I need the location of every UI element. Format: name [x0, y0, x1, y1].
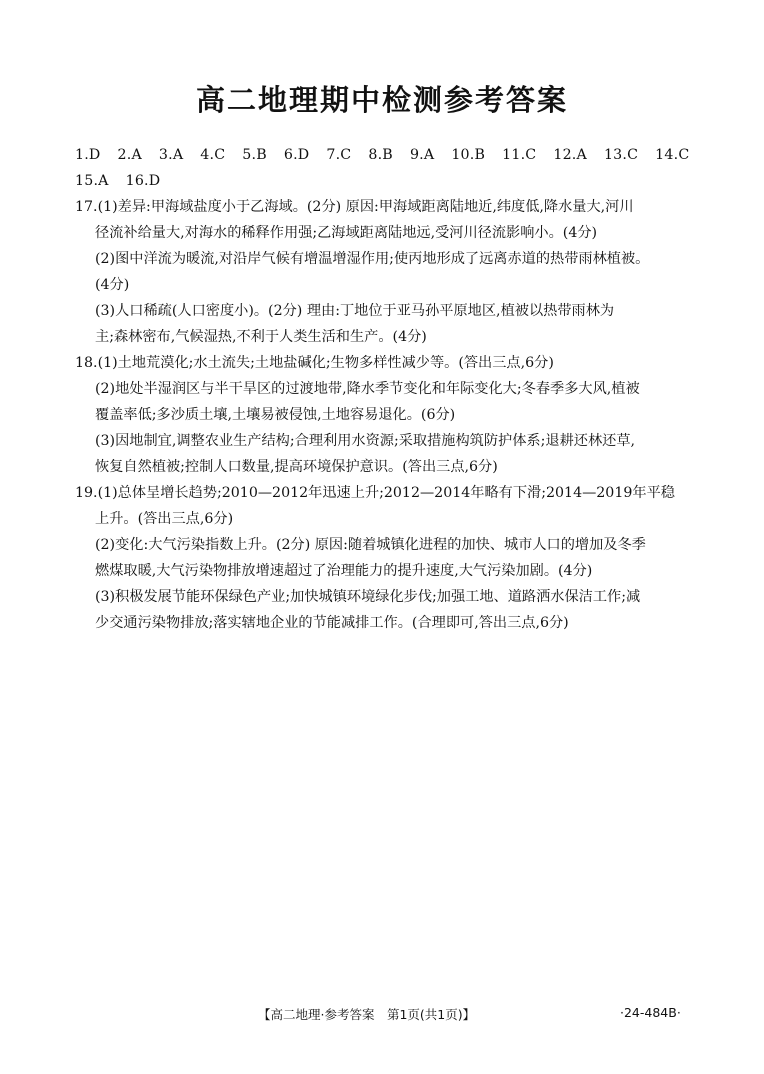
answer-line: 主;森林密布,气候湿热,不利于人类生活和生产。(4分) — [95, 329, 427, 345]
mc-answer: 10.B — [451, 147, 486, 163]
mc-answer: 14.C — [655, 147, 690, 163]
mc-answer: 2.A — [117, 147, 142, 163]
answer-line: (3)积极发展节能环保绿色产业;加快城镇环境绿化步伐;加强工地、道路洒水保洁工作;减 — [95, 589, 641, 605]
answer-line: (3)因地制宜,调整农业生产结构;合理利用水资源;采取措施构筑防护体系;退耕还林还草, — [95, 433, 636, 449]
answer-line: 覆盖率低;多沙质土壤,土壤易被侵蚀,土地容易退化。(6分) — [95, 407, 456, 423]
answer-line: (4分) — [95, 277, 130, 293]
answer-line: (2)图中洋流为暖流,对沿岸气候有增温增湿作用;使丙地形成了远离赤道的热带雨林植被。 — [95, 251, 650, 267]
answer-line: (3)人口稀疏(人口密度小)。(2分) 理由:丁地位于亚马孙平原地区,植被以热带雨林为 — [95, 303, 615, 319]
mc-answer: 8.B — [368, 147, 393, 163]
answer-line: 上升。(答出三点,6分) — [95, 511, 234, 527]
answer-line: 少交通污染物排放;落实辖地企业的节能减排工作。(合理即可,答出三点,6分) — [95, 615, 569, 631]
answer-line: 18.(1)土地荒漠化;水土流失;土地盐碱化;生物多样性减少等。(答出三点,6分) — [75, 355, 554, 371]
answer-content — [75, 142, 700, 636]
mc-answer: 3.A — [158, 147, 184, 163]
mc-answer: 16.D — [125, 173, 161, 189]
footer-page-info: 【高二地理·参考答案 第1页(共1页)】 — [258, 1007, 476, 1022]
mc-answer: 15.A — [75, 173, 109, 189]
mc-answer: 5.B — [242, 147, 267, 163]
answer-line: 径流补给量大,对海水的稀释作用强;乙海域距离陆地远,受河川径流影响小。(4分) — [95, 225, 598, 241]
answer-line: (2)变化:大气污染指数上升。(2分) 原因:随着城镇化进程的加快、城市人口的增加及冬季 — [95, 537, 646, 553]
answer-line: 19.(1)总体呈增长趋势;2010—2012年迅速上升;2012—2014年略有下滑;2014—2019年平稳 — [75, 485, 675, 501]
mc-answer: 11.C — [502, 147, 537, 163]
mc-answer: 12.A — [553, 147, 587, 163]
mc-answer: 6.D — [283, 147, 310, 163]
footer-doc-code: ·24-484B· — [620, 1005, 681, 1020]
answer-line: 燃煤取暖,大气污染物排放增速超过了治理能力的提升速度,大气污染加剧。(4分) — [95, 563, 593, 579]
answer-lines — [75, 194, 700, 636]
mc-answer: 4.C — [200, 147, 226, 163]
mc-answer: 13.C — [603, 147, 639, 163]
page-title: 高二地理期中检测参考答案 — [195, 83, 568, 117]
mc-answers-row-2 — [75, 168, 700, 194]
answer-line: (2)地处半湿润区与半干旱区的过渡地带,降水季节变化和年际变化大;冬春季多大风,植被 — [95, 381, 640, 397]
mc-answer: 1.D — [75, 147, 101, 163]
answer-line: 17.(1)差异:甲海域盐度小于乙海域。(2分) 原因:甲海域距离陆地近,纬度低,降水量大,河川 — [75, 199, 634, 215]
mc-answer: 7.C — [326, 147, 352, 163]
answer-line: 恢复自然植被;控制人口数量,提高环境保护意识。(答出三点,6分) — [95, 459, 498, 475]
mc-answer: 9.A — [409, 147, 435, 163]
mc-answers-row-1 — [75, 142, 700, 168]
